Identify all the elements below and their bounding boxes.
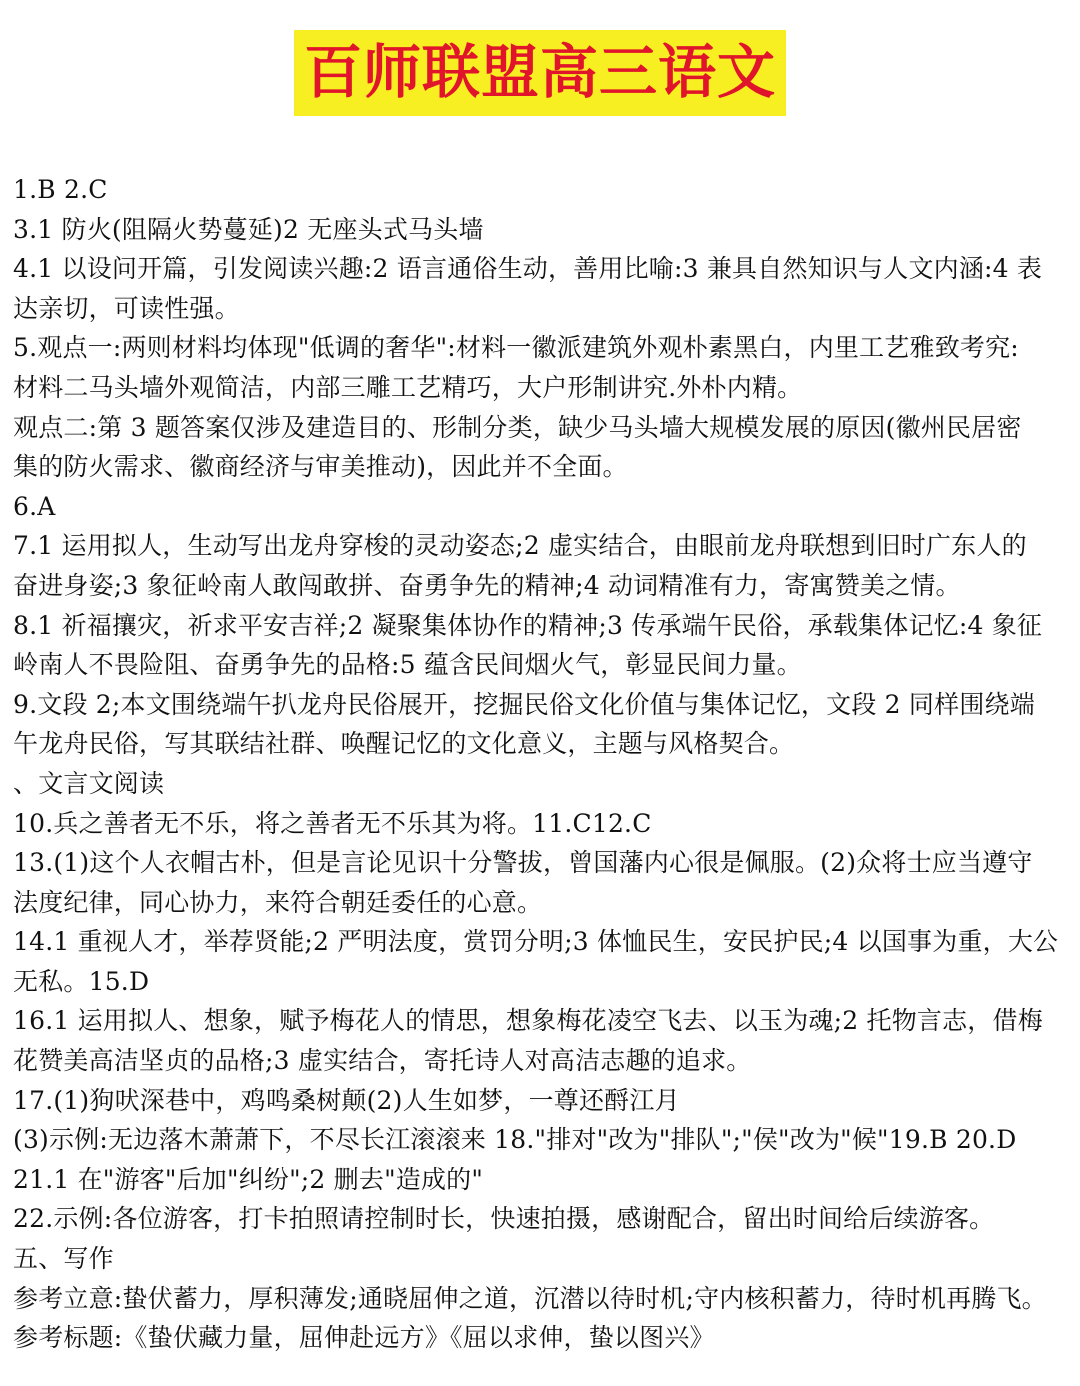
answer-line: 3.1 防火(阻隔火势蔓延)2 无座头式马头墙 bbox=[13, 214, 484, 244]
title-area bbox=[0, 30, 1080, 116]
section-heading: 、文言文阅读 bbox=[13, 768, 165, 798]
page-title: 百师联盟高三语文 bbox=[294, 30, 786, 116]
answer-line: 21.1 在"游客"后加"纠纷";2 删去"造成的" bbox=[13, 1164, 484, 1194]
answer-line: 参考立意:蛰伏蓄力，厚积薄发;通晓屈伸之道，沉潜以待时机;守内核积蓄力，待时机再腾飞。 bbox=[13, 1283, 1047, 1313]
answer-line: 22.示例:各位游客，打卡拍照请控制时长，快速拍摄，感谢配合，留出时间给后续游客。 bbox=[13, 1204, 995, 1234]
answer-line: 14.1 重视人才，举荐贤能;2 严明法度，赏罚分明;3 体恤民生，安民护民;4 以国事为重，大公 bbox=[13, 927, 1059, 957]
answer-line: 8.1 祈福攘灾，祈求平安吉祥;2 凝聚集体协作的精神;3 传承端午民俗，承载集体记忆:4 象征 bbox=[13, 610, 1043, 640]
answer-line: 10.兵之善者无不乐，将之善者无不乐其为将。11.C12.C bbox=[13, 808, 652, 838]
answer-line: 16.1 运用拟人、想象，赋予梅花人的情思，想象梅花凌空飞去、以玉为魂;2 托物言志，借梅 bbox=[13, 1006, 1043, 1036]
answer-line: 观点二:第 3 题答案仅涉及建造目的、形制分类，缺少马头墙大规模发展的原因(徽州民居密 bbox=[13, 412, 1022, 442]
answer-line: 7.1 运用拟人，生动写出龙舟穿梭的灵动姿态;2 虚实结合，由眼前龙舟联想到旧时广东人的 bbox=[13, 531, 1027, 561]
answer-line: 法度纪律，同心协力，来符合朝廷委任的心意。 bbox=[13, 887, 543, 917]
answer-line: 9.文段 2;本文围绕端午扒龙舟民俗展开，挖掘民俗文化价值与集体记忆，文段 2 同样围绕端 bbox=[13, 689, 1035, 719]
answer-line: 参考标题:《蛰伏藏力量，屈伸赴远方》《屈以求伸，蛰以图兴》 bbox=[13, 1323, 715, 1353]
answer-line: 4.1 以设问开篇，引发阅读兴趣:2 语言通俗生动，善用比喻:3 兼具自然知识与人文内涵:4 表 bbox=[13, 254, 1043, 284]
answer-line: 岭南人不畏险阻、奋勇争先的品格:5 蕴含民间烟火气，彰显民间力量。 bbox=[13, 650, 802, 680]
answer-line: 6.A bbox=[13, 491, 56, 521]
answer-line: 17.(1)狗吠深巷中，鸡鸣桑树颠(2)人生如梦，一尊还酹江月 bbox=[13, 1085, 680, 1115]
answer-line: (3)示例:无边落木萧萧下，不尽长江滚滚来 18."排对"改为"排队";"侯"改为"候"19.B 20.D bbox=[13, 1125, 1017, 1155]
answer-line: 无私。15.D bbox=[13, 966, 150, 996]
answer-line: 奋进身姿;3 象征岭南人敢闯敢拼、奋勇争先的精神;4 动词精准有力，寄寓赞美之情。 bbox=[13, 570, 961, 600]
answer-line: 13.(1)这个人衣帽古朴，但是言论见识十分警拔，曾国藩内心很是佩服。(2)众将士应当遵守 bbox=[13, 848, 1033, 878]
answer-content bbox=[13, 170, 1071, 1358]
answer-line: 1.B 2.C bbox=[13, 175, 108, 204]
answer-line: 午龙舟民俗，写其联结社群、唤醒记忆的文化意义，主题与风格契合。 bbox=[13, 729, 795, 759]
section-heading: 五、写作 bbox=[13, 1244, 114, 1274]
answer-line: 集的防火需求、徽商经济与审美推动)，因此并不全面。 bbox=[13, 452, 628, 482]
answer-line: 材料二马头墙外观简洁，内部三雕工艺精巧，大户形制讲究.外朴内精。 bbox=[13, 372, 803, 402]
answer-line: 花赞美高洁坚贞的品格;3 虚实结合，寄托诗人对高洁志趣的追求。 bbox=[13, 1046, 752, 1076]
answer-line: 5.观点一:两则材料均体现"低调的奢华":材料一徽派建筑外观朴素黑白，内里工艺雅致考究: bbox=[13, 333, 1019, 363]
answer-line: 达亲切，可读性强。 bbox=[13, 293, 240, 323]
